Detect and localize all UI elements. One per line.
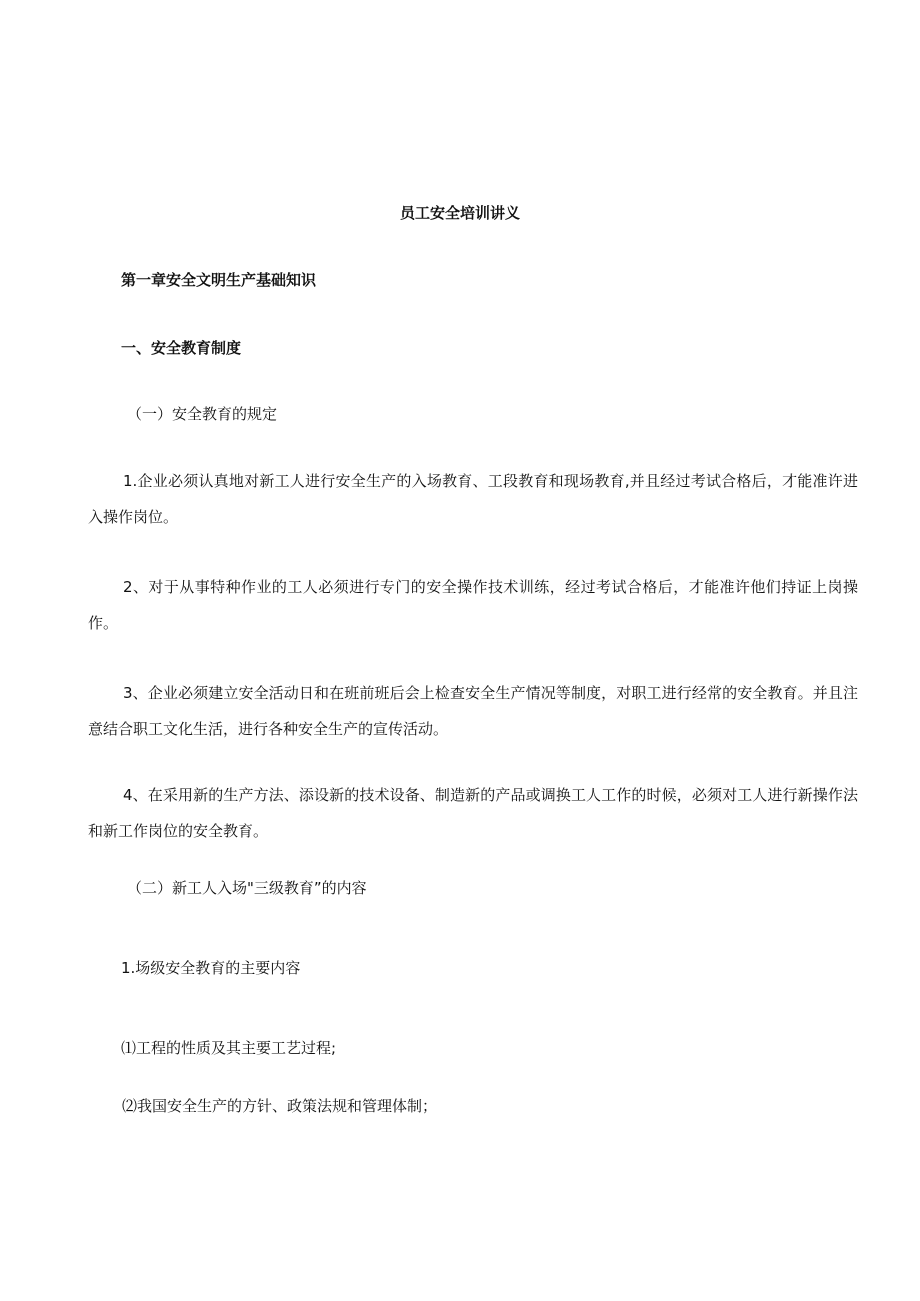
document-title: 员工安全培训讲义 <box>399 204 520 222</box>
list-item: ⑴工程的性质及其主要工艺过程; <box>121 1039 337 1057</box>
item-heading: 1.场级安全教育的主要内容 <box>121 959 301 977</box>
paragraph-2: 2、对于从事特种作业的工人必须进行专门的安全操作技术训练，经过考试合格后，才能准许他们持证上岗操作。 <box>88 578 858 632</box>
paragraph-1: 1.企业必须认真地对新工人进行安全生产的入场教育、工段教育和现场教育,并且经过考试合格后，才能准许进入操作岗位。 <box>88 472 858 526</box>
chapter-heading: 第一章安全文明生产基础知识 <box>121 271 317 289</box>
list-item: ⑵我国安全生产的方针、政策法规和管理体制； <box>122 1097 438 1115</box>
paragraph-4: 4、在采用新的生产方法、添设新的技术设备、制造新的产品或调换工人工作的时候，必须对工人进行新操作法和新工作岗位的安全教育。 <box>88 786 858 840</box>
subsection-heading-2: （二）新工人入场"三级教育”的内容 <box>127 879 367 897</box>
subsection-heading-1: （一）安全教育的规定 <box>127 405 278 423</box>
paragraph-3: 3、企业必须建立安全活动日和在班前班后会上检查安全生产情况等制度，对职工进行经常的安全教育。并且注意结合职工文化生活，进行各种安全生产的宣传活动。 <box>88 684 858 738</box>
section-heading: 一、安全教育制度 <box>121 339 242 357</box>
